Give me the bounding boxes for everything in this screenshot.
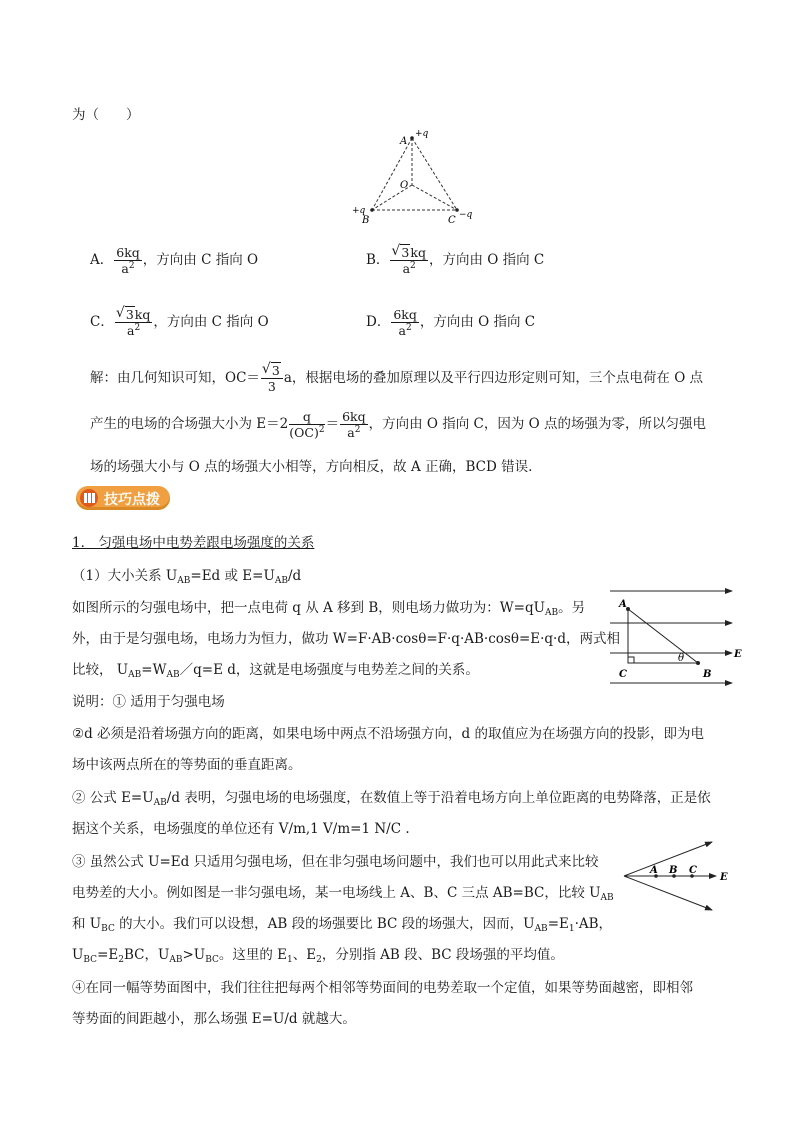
note-4-line-1: ③ 虽然公式 U=Ed 只适用匀强电场，但在非匀强电场问题中，我们也可以用此式来比较 <box>72 854 599 870</box>
label-c: C <box>448 215 456 226</box>
option-d[interactable]: D． $\frac{6kq}{a^2}$ ，方向由 O 指向 C <box>366 307 536 339</box>
note-4-line-2: 电势差的大小。例如图是一非匀强电场，某一电场线上 A、B、C 三点 AB=BC，比较 $U_{AB}$ <box>72 885 614 903</box>
note-2-line-1: ②d 必须是沿着场强方向的距离，如果电场中两点不沿场强方向，d 的取值应为在场强方向的投影，即为电 <box>72 726 704 742</box>
note-4-line-4: $U_{BC}=E_2BC$，$U_{AB}>U_{BC}$。这里的 $E_1$、$E_2$，分别指 AB 段、BC 段场强的平均值。 <box>72 947 564 965</box>
label-charge-a: +q <box>415 129 429 139</box>
charge-triangle-figure <box>330 122 480 232</box>
uniform-field-figure <box>606 585 746 690</box>
note-5-line-1: ④在同一幅等势面图中，我们往往把每两个相邻等势面间的电势差取一个定值，如果等势面越密，即相邻 <box>72 980 693 996</box>
label-a: A <box>619 599 627 610</box>
label-a: A <box>650 865 658 876</box>
paragraph-line-1: 如图所示的匀强电场中，把一点电荷 q 从 A 移到 B，则电场力做功为：$W=qU_{AB}$。另 <box>72 600 586 618</box>
note-2-line-2: 场中该两点所在的等势面的垂直距离。 <box>72 757 302 773</box>
solution-line-2: 产生的电场的合场强大小为 E＝2 $\frac{q}{(OC)^2}$ ＝ $\frac{6kq}{a^2}$ ，方向由 O 指向 C，因为 O 点的场强为零，所以匀强电 <box>90 409 707 441</box>
nonuniform-field-figure <box>620 838 740 916</box>
label-c: C <box>619 669 627 680</box>
note-3-line-1: ② 公式 $E=U_{AB}/d$ 表明，匀强电场的电场强度，在数值上等于沿着电场方向上单位距离的电势降落，正是依 <box>72 790 711 808</box>
note-1: 说明：① 适用于匀强电场 <box>72 694 225 710</box>
label-theta: θ <box>678 653 685 664</box>
paragraph-line-2: 外，由于是匀强电场，电场力为恒力，做功 W=F·AB·cosθ=F·q·AB·cosθ=E·q·d，两式相 <box>72 631 620 647</box>
section-heading: 1． 匀强电场中电势差跟电场强度的关系 <box>72 535 315 551</box>
note-3-line-2: 据这个关系，电场强度的单位还有 V/m,1 V/m=1 N/C . <box>72 821 410 837</box>
label-b: B <box>703 669 712 680</box>
label-charge-b: +q <box>352 206 366 216</box>
note-4-line-3: 和 $U_{BC}$ 的大小。我们可以设想，AB 段的场强要比 BC 段的场强大，因而，$U_{AB}=E_1\cdot AB$， <box>72 916 613 934</box>
label-e: E <box>720 872 728 883</box>
option-a[interactable]: A． $\frac{6kq}{a^2}$ ，方向由 C 指向 O <box>90 245 259 277</box>
question-tail: 为（ ） <box>72 107 140 123</box>
label-b: B <box>669 865 678 876</box>
label-c: C <box>689 865 697 876</box>
label-charge-c: −q <box>459 210 473 220</box>
solution-line-3: 场的场强大小与 O 点的场强大小相等，方向相反，故 A 正确，BCD 错误. <box>90 459 533 475</box>
label-o: O <box>400 180 409 191</box>
book-icon <box>80 489 98 507</box>
note-5-line-2: 等势面的间距越小，那么场强 E=U/d 就越大。 <box>72 1011 356 1027</box>
solution-line-1: 解：由几何知识可知，OC＝ √ $\frac{3}{3}$ a，根据电场的叠加原理以及平行四边形定则可知，三个点电荷在 O 点 <box>90 364 703 393</box>
label-e: E <box>734 649 742 660</box>
option-c[interactable]: C． √ $\frac{3kq}{a^2}$ ，方向由 C 指向 O <box>90 308 269 337</box>
tips-badge-label: 技巧点拨 <box>104 492 160 508</box>
label-b: B <box>362 215 370 226</box>
tips-badge <box>76 486 170 510</box>
paragraph-line-3: 比较， $U_{AB}=W_{AB}/q=E$ d，这就是电场强度与电势差之间的关系。 <box>72 662 479 680</box>
label-a: A <box>400 136 408 147</box>
subheading-relation: （1）大小关系 $U_{AB}=Ed$ 或 $E=U_{AB}/d$ <box>72 568 302 586</box>
option-b[interactable]: B． √ $\frac{3kq}{a^2}$ ，方向由 O 指向 C <box>366 246 544 275</box>
